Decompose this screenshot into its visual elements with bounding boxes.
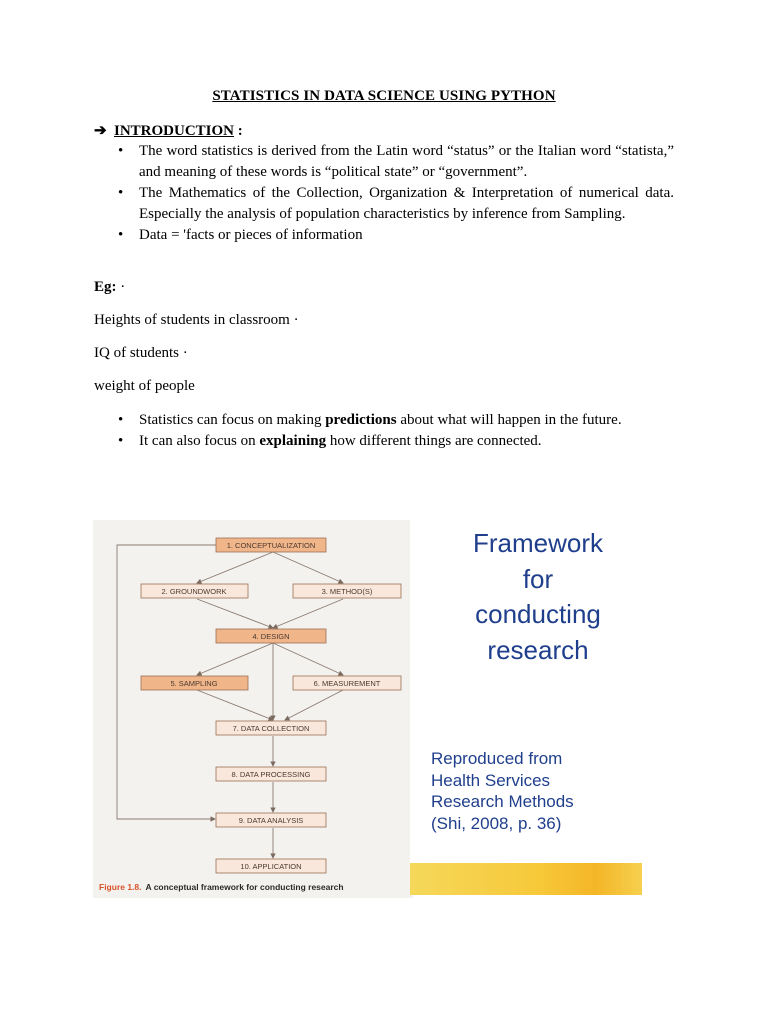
banner-heading-line: Framework <box>472 528 603 558</box>
emphasis-text: explaining <box>259 433 327 449</box>
figure-caption-text: A conceptual framework for conducting research <box>145 882 344 892</box>
bullet-icon: • <box>118 412 124 428</box>
intro-heading-colon: : <box>234 123 243 139</box>
list-item <box>118 225 674 246</box>
list-item <box>118 141 674 183</box>
framework-banner <box>410 520 642 895</box>
banner-source-line: Health Services <box>431 770 551 790</box>
list-item-text: Data = 'facts or pieces of information <box>139 227 363 243</box>
banner-source-line: (Shi, 2008, p. 36) <box>431 813 562 833</box>
emphasis-text: predictions <box>325 412 397 428</box>
list-item-text: It can also focus on <box>139 433 260 449</box>
framework-box-label: 2. GROUNDWORK <box>161 587 227 596</box>
framework-box-label: 3. METHOD(S) <box>321 587 373 596</box>
focus-bullet-list <box>118 410 674 452</box>
eg-dot: · <box>116 279 126 295</box>
figure-caption <box>99 882 344 892</box>
list-item-text: how different things are connected. <box>326 433 542 449</box>
figure-caption-label: Figure 1.8. <box>99 882 142 892</box>
framework-diagram <box>93 520 413 898</box>
intro-bullet-list <box>118 141 674 246</box>
list-item-text: The word statistics is derived from the Latin word “status” or the Italian word “statista,” and meaning of these words is “political state” or “government”. <box>139 143 674 180</box>
banner-decorative-strip <box>410 863 642 895</box>
banner-heading <box>410 526 666 668</box>
example-line: Heights of students in classroom · <box>94 312 299 328</box>
list-item <box>118 431 674 452</box>
list-item <box>118 410 674 431</box>
intro-heading-text: INTRODUCTION <box>114 123 235 139</box>
eg-label: Eg: <box>94 279 117 295</box>
list-item-text: Statistics can focus on making <box>139 412 326 428</box>
bullet-icon: • <box>118 185 124 201</box>
list-item-text: The Mathematics of the Collection, Organization & Interpretation of numerical data. Especially the analysis of population characteristics by inference from Sampling. <box>139 185 674 222</box>
framework-box-label: 9. DATA ANALYSIS <box>238 816 304 825</box>
banner-source-line: Research Methods <box>431 792 574 811</box>
list-item <box>118 183 674 225</box>
example-line: IQ of students · <box>94 345 188 361</box>
framework-box-label: 4. DESIGN <box>252 632 290 641</box>
example-line: weight of people <box>94 378 195 394</box>
framework-box-label: 1. CONCEPTUALIZATION <box>226 541 316 550</box>
bullet-icon: • <box>118 143 124 159</box>
arrow-right-icon: ➔ <box>94 123 107 139</box>
framework-box-label: 6. MEASUREMENT <box>313 679 381 688</box>
banner-source <box>431 748 574 834</box>
banner-heading-line: conducting <box>475 599 601 629</box>
framework-box-label: 7. DATA COLLECTION <box>232 724 310 733</box>
bullet-icon: • <box>118 227 124 243</box>
list-item-text: about what will happen in the future. <box>396 412 622 428</box>
framework-box-label: 8. DATA PROCESSING <box>231 770 311 779</box>
document-title: STATISTICS IN DATA SCIENCE USING PYTHON <box>212 88 556 104</box>
eg-heading <box>94 279 125 296</box>
bullet-icon: • <box>118 433 124 449</box>
banner-source-line: Reproduced from <box>431 749 563 768</box>
framework-box-label: 10. APPLICATION <box>240 862 302 871</box>
framework-box-label: 5. SAMPLING <box>170 679 218 688</box>
banner-heading-line: for <box>522 563 554 594</box>
intro-heading <box>94 121 243 140</box>
banner-heading-line: research <box>487 634 589 665</box>
framework-figure <box>93 520 413 898</box>
